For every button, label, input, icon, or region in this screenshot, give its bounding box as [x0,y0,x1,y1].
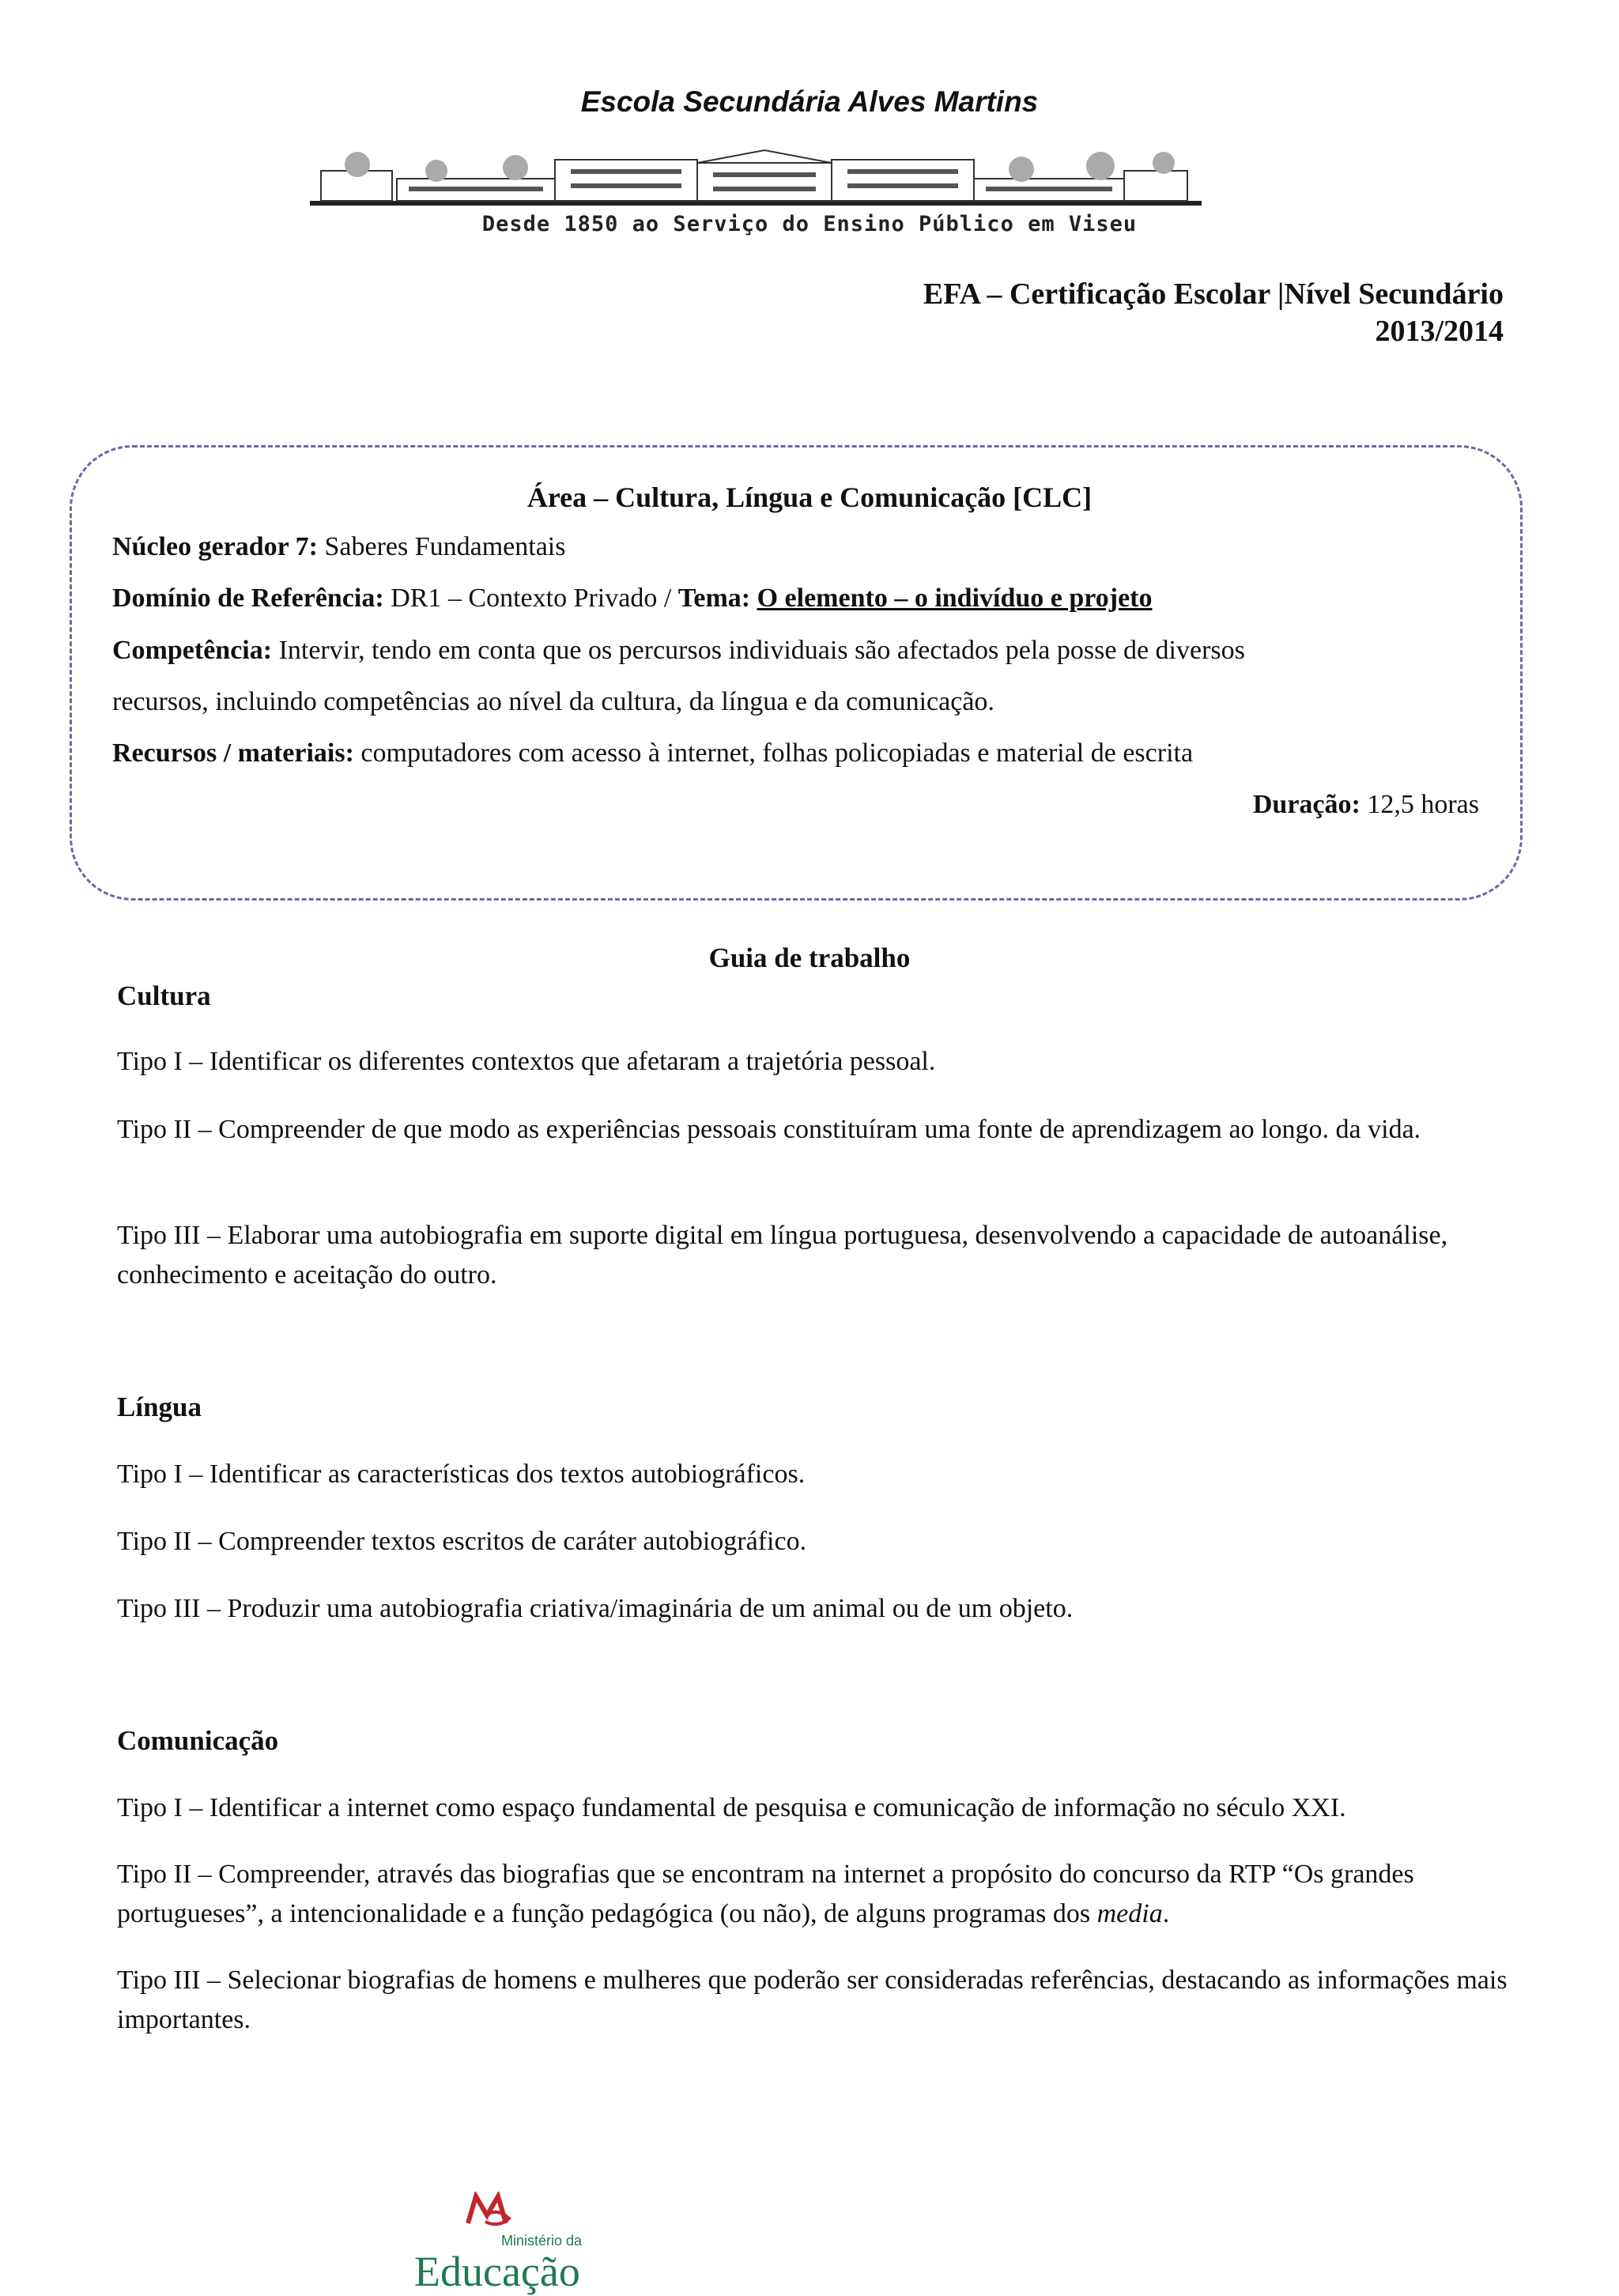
recursos-value: computadores com acesso à internet, folhas policopiadas e material de escrita [353,738,1194,768]
nucleo-value: Saberes Fundamentais [317,532,566,561]
section-lingua-title: Língua [117,1392,202,1422]
comunicacao-item-2-text: Tipo II – Compreender, através das biografias que se encontram na internet a propósito do concurso da RTP “Os grandes portugueses”, a intencionalidade e a função pedagógica (ou não), de alguns programas dos [117,1860,1414,1928]
competencia-label: Competência: [112,636,273,665]
dominio-value: DR1 – Contexto Privado / [383,583,678,613]
tema-label: Tema: [677,583,751,613]
school-year: 2013/2014 [1375,315,1504,348]
area-title: Área – Cultura, Língua e Comunicação [CLC] [526,481,1093,513]
cultura-item-3: Tipo III – Elaborar uma autobiografia em suporte digital em língua portuguesa, desenvolvendo a capacidade de autoanálise, conhecimento e aceitação do outro. [117,1221,1448,1290]
recursos-label: Recursos / materiais: [112,738,354,768]
logo-small-text: Ministério da [501,2233,583,2249]
school-tagline: Desde 1850 ao Serviço do Ensino Público em Viseu [481,212,1138,236]
competencia-line [112,635,1245,667]
me-emblem-icon [462,2192,517,2231]
dominio-line [112,583,1153,614]
comunicacao-item-3: Tipo III – Selecionar biografias de homens e mulheres que poderão ser consideradas referências, destacando as informações mais importantes. [117,1966,1508,2034]
lingua-item-2: Tipo II – Compreender textos escritos de caráter autobiográfico. [117,1527,807,1556]
comunicacao-item-2 [117,1855,1516,1934]
competencia-text-2: recursos, incluindo competências ao nível da cultura, da língua e da comunicação. [112,687,994,716]
competencia-text-1: Intervir, tendo em conta que os percursos individuais são afectados pela posse de diversos [272,636,1245,665]
course-title: EFA – Certificação Escolar |Nível Secundário [923,278,1504,311]
comunicacao-item-1: Tipo I – Identificar a internet como espaço fundamental de pesquisa e comunicação de informação no século XXI. [117,1793,1346,1822]
section-comunicacao-title: Comunicação [117,1725,279,1756]
nucleo-label: Núcleo gerador 7: [112,532,318,561]
school-building-illustration [310,147,1202,210]
lingua-item-1: Tipo I – Identificar as características dos textos autobiográficos. [117,1460,806,1489]
guia-title: Guia de trabalho [708,942,911,973]
section-cultura-title: Cultura [117,980,211,1011]
competencia-line-2 [112,686,994,718]
recursos-line [112,738,1193,769]
logo-text: Educação [414,2248,580,2295]
duracao-value: 12,5 horas [1360,790,1479,819]
school-name: Escola Secundária Alves Martins [580,85,1039,118]
nucleo-line [112,531,565,563]
ministerio-educacao-logo [414,2192,588,2295]
comunicacao-item-2-end: . [1162,1899,1170,1928]
tema-value: O elemento – o indivíduo e projeto [757,583,1153,613]
dominio-label: Domínio de Referência: [112,583,384,613]
duracao-line [1253,789,1479,821]
duracao-label: Duração: [1252,790,1360,819]
cultura-item-1: Tipo I – Identificar os diferentes contextos que afetaram a trajetória pessoal. [117,1047,936,1076]
cultura-item-2: Tipo II – Compreender de que modo as experiências pessoais constituíram uma fonte de aprendizagem ao longo. da vida. [117,1115,1421,1144]
lingua-item-3: Tipo III – Produzir uma autobiografia criativa/imaginária de um animal ou de um objeto. [117,1594,1074,1623]
comunicacao-item-2-italic: media [1096,1899,1163,1928]
